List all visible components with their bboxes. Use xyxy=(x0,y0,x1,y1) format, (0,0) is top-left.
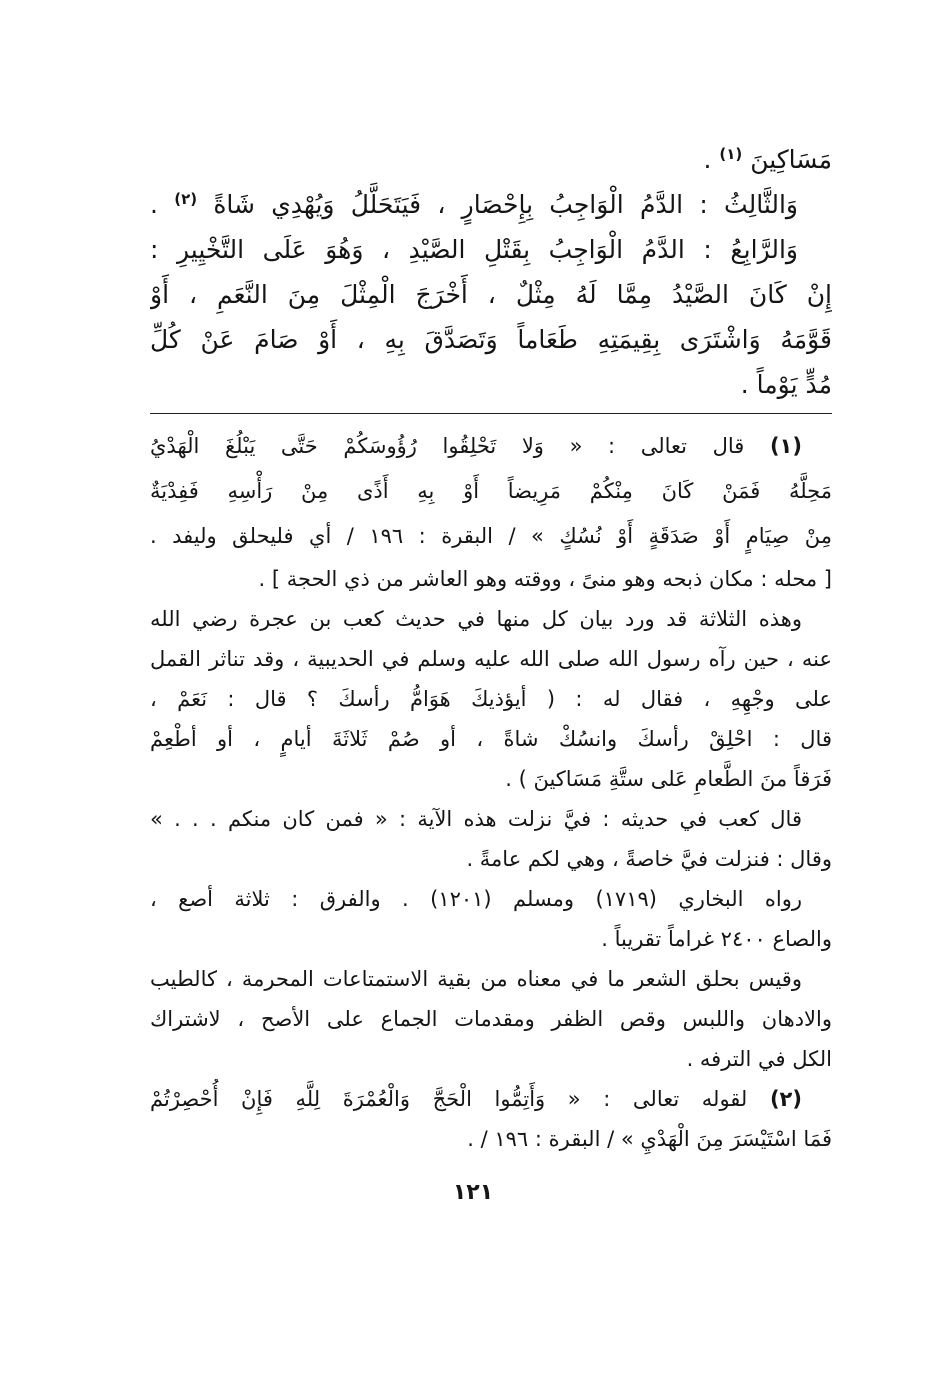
main-line xyxy=(150,182,832,227)
footnote-line: رواه البخاري (١٧١٩) ومسلم (١٢٠١) . والفرق : ثلاثة أصع ، xyxy=(150,887,802,911)
main-line xyxy=(150,137,832,182)
footnote-line xyxy=(150,424,832,469)
main-line-text: مَسَاكِينَ xyxy=(750,145,832,174)
main-text xyxy=(150,137,832,407)
footnote-line: مَحِلَّهُ فَمَنْ كَانَ مِنْكُمْ مَرِيضاً أَوْ بِهِ أَذًى مِنْ رَأْسِهِ فَفِدْيَةٌ xyxy=(150,479,832,503)
footnote-line: قال كعب في حديثه : فيَّ نزلت هذه الآية : « فمن كان منكم . . . » xyxy=(150,807,802,831)
main-line: قَوَّمَهُ وَاشْتَرَى بِقِيمَتِهِ طَعَاماً وَتَصَدَّقَ بِهِ ، أَوْ صَامَ عَنْ كُلِّ xyxy=(150,325,832,354)
footnote-line: وقيس بحلق الشعر ما في معناه من بقية الاستمتاعات المحرمة ، كالطيب xyxy=(150,967,802,991)
page-number: ١٢١ xyxy=(452,1180,494,1205)
footnote-ref: (٢) xyxy=(174,190,198,208)
footnote-line: على وجْهِهِ ، فقال له : ( أيؤذيكَ هَوَامُّ رأسكَ ؟ قال : نَعَمْ ، xyxy=(150,687,832,711)
footnote-line: والصاع ٢٤٠٠ غراماً تقريباً . xyxy=(601,927,832,951)
footnote-line: فَرَقاً منَ الطَّعامِ عَلى ستَّةِ مَسَاكينَ ) . xyxy=(505,767,832,791)
footnote-line: وهذه الثلاثة قد ورد بيان كل منها في حديث كعب بن عجرة رضي الله xyxy=(150,607,802,631)
footnote-line: الكل في الترفه . xyxy=(686,1047,832,1071)
main-line: مُدٍّ يَوْماً . xyxy=(740,370,832,399)
main-line-end: . xyxy=(703,145,712,174)
footnote-line: فَمَا اسْتَيْسَرَ مِنَ الْهَدْيِ » / البقرة : ١٩٦ / . xyxy=(467,1127,832,1151)
footnote-line: والادهان واللبس وقص الظفر ومقدمات الجماع على الأصح ، لاشتراك xyxy=(150,1007,832,1031)
footnote-line: مِنْ صِيَامٍ أَوْ صَدَقَةٍ أَوْ نُسُكٍ » / البقرة : ١٩٦ / أي فليحلق وليفد . xyxy=(150,524,832,548)
footnote-line: قال : احْلِقْ رأسكَ وانسُكْ شاةً ، أو صُمْ ثَلاثَةَ أيامٍ ، أو أطْعِمْ xyxy=(150,727,832,751)
main-line: إِنْ كَانَ الصَّيْدُ مِمَّا لَهُ مِثْلٌ ، أَخْرَجَ الْمِثْلَ مِنَ النَّعَمِ ، أَوْ xyxy=(150,280,832,309)
footnote-line-text: لقوله تعالى : « وَأَتِمُّوا الْحَجَّ وَالْعُمْرَةَ لِلَّهِ فَإِنْ أُحْصِرْتُمْ xyxy=(150,1087,748,1111)
footnote-ref: (١) xyxy=(719,145,743,163)
footnote-separator xyxy=(150,413,832,414)
footnote-number: (١) xyxy=(769,434,802,458)
footnote-line: [ محله : مكان ذبحه وهو منىً ، ووقته وهو العاشر من ذي الحجة ] . xyxy=(258,567,832,591)
main-line-end: . xyxy=(150,190,158,219)
main-line: وَالرَّابِعُ : الدَّمُ الْوَاجِبُ بِقَتْلِ الصَّيْدِ ، وَهُوَ عَلَى التَّخْيِيرِ : xyxy=(150,235,798,264)
footnote-line xyxy=(150,1079,832,1119)
footnote-line-text: قال تعالى : « وَلا تَحْلِقُوا رُؤُوسَكُمْ حَتَّى يَبْلُغَ الْهَدْيُ xyxy=(150,434,745,458)
main-line-text: وَالثَّالِثُ : الدَّمُ الْوَاجِبُ بِإِحْصَارٍ ، فَيَتَحَلَّلُ وَيُهْدِي شَاةً xyxy=(213,190,799,219)
footnote-number: (٢) xyxy=(769,1087,802,1111)
footnote-line: وقال : فنزلت فيَّ خاصةً ، وهي لكم عامةً . xyxy=(466,847,832,871)
footnote-line: عنه ، حين رآه رسول الله صلى الله عليه وسلم في الحديبية ، وقد تناثر القمل xyxy=(150,647,832,671)
footnotes xyxy=(150,424,832,1159)
